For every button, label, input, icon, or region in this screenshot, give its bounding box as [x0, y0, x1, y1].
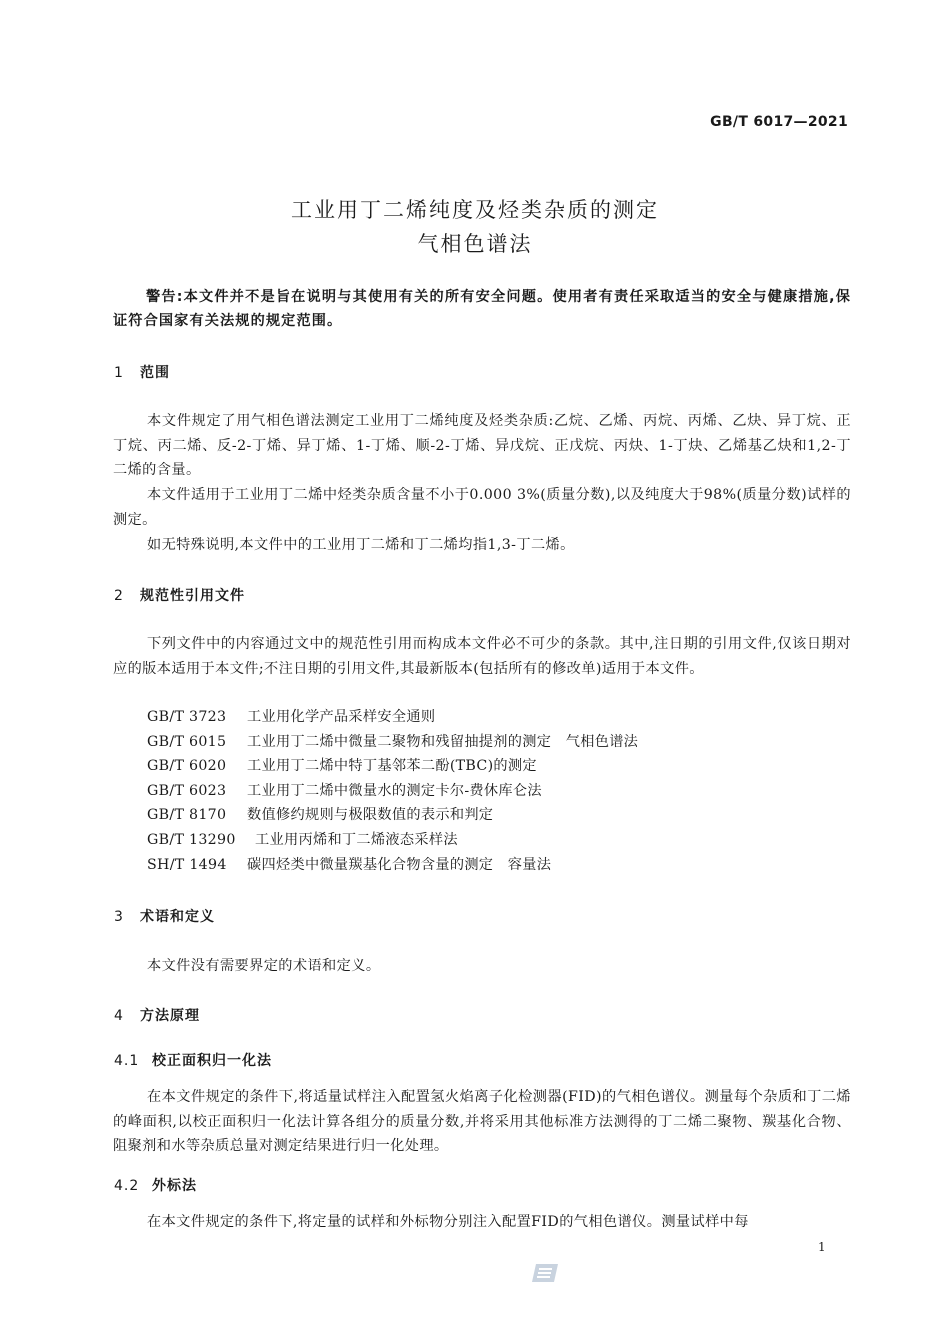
- section-title: 术语和定义: [140, 909, 215, 925]
- section-number: 4: [114, 1008, 124, 1024]
- reference-code: GB/T 6023: [147, 783, 227, 799]
- section-title: 方法原理: [140, 1008, 200, 1024]
- subsection-title: 校正面积归一化法: [152, 1053, 272, 1069]
- reference-item: [147, 829, 458, 849]
- reference-code: SH/T 1494: [147, 857, 227, 873]
- reference-code: GB/T 8170: [147, 807, 227, 823]
- section-2-para-1: 下列文件中的内容通过文中的规范性引用而构成本文件必不可少的条款。其中,注日期的引用文件,仅该日期对应的版本适用于本文件;不注日期的引用文件,其最新版本(包括所有的修改单)适用于本文件。: [113, 636, 851, 677]
- section-3-heading: [114, 906, 215, 926]
- reference-item: [147, 780, 542, 800]
- section-1-heading: [114, 362, 170, 382]
- section-number: 3: [114, 909, 124, 925]
- reference-title: 数值修约规则与极限数值的表示和判定: [247, 807, 494, 823]
- subsection-number: 4.2: [114, 1178, 140, 1194]
- reference-title: 工业用丁二烯中微量水的测定卡尔-费休库仑法: [247, 783, 542, 799]
- reference-title: 工业用丁二烯中特丁基邻苯二酚(TBC)的测定: [247, 758, 537, 774]
- subsection-title: 外标法: [152, 1178, 197, 1194]
- reference-item: [147, 755, 537, 775]
- section-number: 2: [114, 588, 124, 604]
- section-2-heading: [114, 585, 245, 605]
- reference-item: [147, 706, 435, 726]
- subsection-4-1-para: 在本文件规定的条件下,将适量试样注入配置氢火焰离子化检测器(FID)的气相色谱仪。测量每个杂质和丁二烯的峰面积,以校正面积归一化法计算各组分的质量分数,并将采用其他标准方法测得的丁二烯二聚物、羰基化合物、阻聚剂和水等杂质总量对测定结果进行归一化处理。: [113, 1089, 851, 1155]
- section-title: 范围: [140, 365, 170, 381]
- section-4-heading: [114, 1005, 200, 1025]
- reference-code: GB/T 6015: [147, 734, 227, 750]
- reference-title: 工业用丙烯和丁二烯液态采样法: [255, 832, 458, 848]
- section-title: 规范性引用文件: [140, 588, 245, 604]
- standard-code: GB/T 6017—2021: [710, 114, 848, 130]
- reference-title: 工业用丁二烯中微量二聚物和残留抽提剂的测定 气相色谱法: [247, 734, 639, 750]
- reference-code: GB/T 3723: [147, 709, 227, 725]
- reference-item: [147, 854, 551, 874]
- doc-title-line2: 气相色谱法: [417, 232, 533, 256]
- section-1-para-1: 本文件规定了用气相色谱法测定工业用丁二烯纯度及烃类杂质:乙烷、乙烯、丙烷、丙烯、乙炔、异丁烷、正丁烷、丙二烯、反-2-丁烯、异丁烯、1-丁烯、顺-2-丁烯、异戊烷、正戊烷、丙炔、1-丁炔、乙烯基乙炔和1,2-丁二烯的含量。: [113, 413, 851, 479]
- subsection-4-1-heading: [114, 1050, 272, 1070]
- reference-item: [147, 731, 638, 751]
- reference-title: 工业用化学产品采样安全通则: [247, 709, 436, 725]
- section-number: 1: [114, 365, 124, 381]
- warning-text: 警告:本文件并不是旨在说明与其使用有关的所有安全问题。使用者有责任采取适当的安全与健康措施,保证符合国家有关法规的规定范围。: [113, 289, 851, 329]
- reference-code: GB/T 6020: [147, 758, 227, 774]
- section-3-para-1: 本文件没有需要界定的术语和定义。: [147, 958, 381, 974]
- section-1-para-3: 如无特殊说明,本文件中的工业用丁二烯和丁二烯均指1,3-丁二烯。: [147, 537, 575, 553]
- section-1-para-2: 本文件适用于工业用丁二烯中烃类杂质含量不小于0.000 3%(质量分数),以及纯度大于98%(质量分数)试样的测定。: [113, 487, 851, 528]
- subsection-number: 4.1: [114, 1053, 140, 1069]
- reference-code: GB/T 13290: [147, 832, 236, 848]
- page-number: 1: [818, 1240, 826, 1254]
- sac-logo-icon: [530, 1262, 560, 1284]
- reference-item: [147, 804, 493, 824]
- subsection-4-2-para: 在本文件规定的条件下,将定量的试样和外标物分别注入配置FID的气相色谱仪。测量试样中每: [147, 1214, 749, 1230]
- doc-title-line1: 工业用丁二烯纯度及烃类杂质的测定: [291, 198, 659, 222]
- subsection-4-2-heading: [114, 1175, 197, 1195]
- reference-title: 碳四烃类中微量羰基化合物含量的测定 容量法: [247, 857, 552, 873]
